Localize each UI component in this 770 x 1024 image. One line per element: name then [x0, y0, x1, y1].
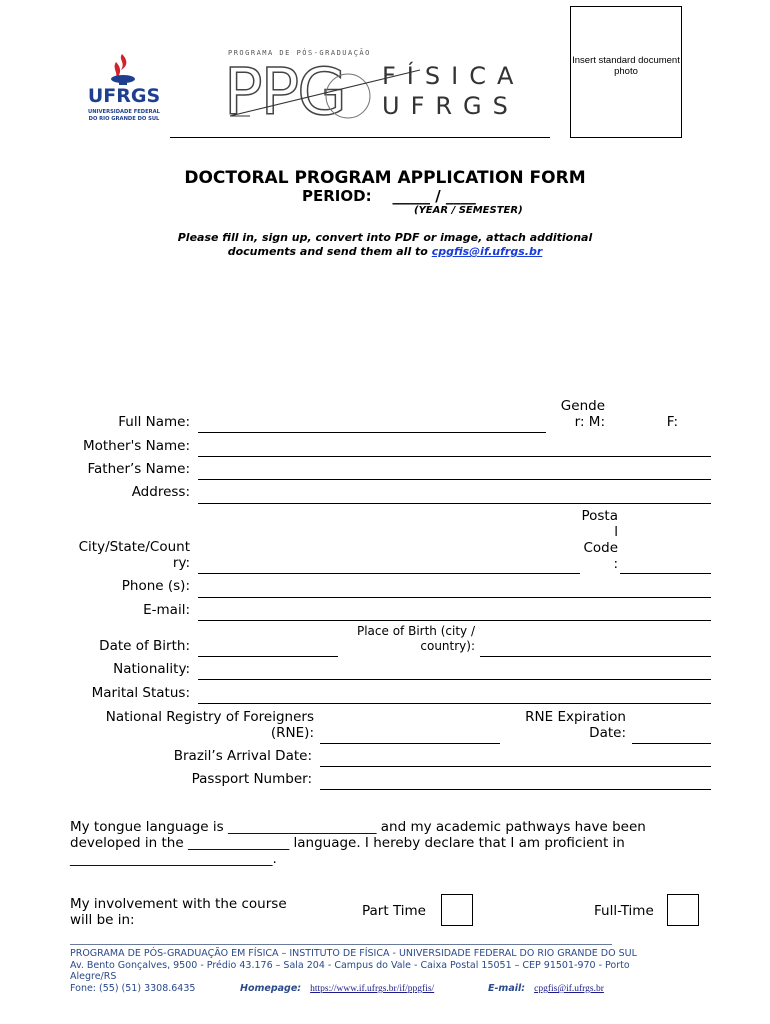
instructions	[0, 231, 770, 259]
dob-field[interactable]	[198, 638, 338, 656]
period-label: PERIOD: _____ / ____	[302, 187, 476, 205]
pob-field[interactable]	[480, 638, 711, 656]
ppg-logo-top: PROGRAMA DE PÓS-GRADUAÇÃO	[228, 49, 371, 57]
dob-label: Date of Birth:	[99, 638, 190, 654]
address-underline	[198, 503, 711, 504]
language-line3: ______________________________.	[70, 851, 277, 867]
footer-divider	[70, 944, 612, 945]
ufrgs-logo-text: UFRGS	[88, 85, 160, 107]
part-time-label: Part Time	[362, 903, 426, 919]
ppg-logo-main: PPG	[224, 56, 345, 122]
arrival-date-label: Brazil’s Arrival Date:	[173, 748, 312, 764]
postal-code-field[interactable]	[620, 553, 711, 571]
ppg-fisica-logo	[220, 46, 520, 122]
gender-f-label: F:	[666, 414, 678, 430]
mothers-name-label: Mother's Name:	[82, 438, 190, 454]
email-field[interactable]	[198, 602, 711, 620]
footer-homepage-link[interactable]: https://www.if.ufrgs.br/if/ppgfis/	[310, 984, 435, 994]
nationality-field[interactable]	[198, 661, 711, 679]
address-label: Address:	[131, 484, 190, 500]
passport-field[interactable]	[320, 771, 711, 789]
city-field[interactable]	[198, 553, 580, 571]
full-time-label: Full-Time	[594, 903, 654, 919]
instructions-email-link[interactable]: cpgfis@if.ufrgs.br	[431, 245, 543, 258]
phone-label: Phone (s):	[121, 578, 190, 594]
marital-field[interactable]	[198, 685, 711, 703]
page-title: DOCTORAL PROGRAM APPLICATION FORM	[184, 168, 586, 188]
rne-expiration-underline	[632, 743, 711, 744]
ppg-logo-ufrgs: UFRGS	[382, 92, 519, 120]
rne-expiration-field[interactable]	[632, 725, 711, 743]
svg-text:UNIVERSIDADE FEDERAL: UNIVERSIDADE FEDERAL	[88, 109, 160, 115]
footer-email: E-mail: cpgfis@if.ufrgs.br	[488, 983, 604, 994]
footer-institution: PROGRAMA DE PÓS-GRADUAÇÃO EM FÍSICA – INSTITUTO DE FÍSICA - UNIVERSIDADE FEDERAL DO RIO GRANDE DO SUL	[70, 948, 637, 959]
pob-label: Place of Birth (city / country):	[356, 624, 475, 653]
language-line1: My tongue language is ______________________ and my academic pathways have been	[70, 819, 646, 835]
mothers-name-field[interactable]	[198, 438, 711, 456]
rne-field[interactable]	[320, 725, 500, 743]
gender-label: Gende r: M:	[560, 398, 605, 430]
ppg-logo-fisica: FÍSICA	[382, 62, 520, 90]
pob-underline	[480, 656, 711, 657]
email-underline	[198, 620, 711, 621]
fathers-name-label: Father’s Name:	[87, 461, 190, 477]
involvement-label: My involvement with the course will be in:	[70, 896, 287, 928]
gender-m-label: M:	[588, 414, 605, 430]
address-field[interactable]	[198, 484, 711, 502]
phone-underline	[198, 597, 711, 598]
footer-email-link[interactable]: cpgfis@if.ufrgs.br	[534, 984, 604, 994]
postal-code-underline	[620, 573, 711, 574]
footer-address: Av. Bento Gonçalves, 9500 - Prédio 43.176 – Sala 204 - Campus do Vale - Caixa Postal 15051 – CEP 91501-970 - Porto	[70, 960, 630, 971]
gender-f-field[interactable]	[680, 414, 710, 432]
footer-city: Alegre/RS	[70, 971, 117, 982]
language-line2: developed in the _______________ language. I hereby declare that I am proficient in	[70, 835, 625, 851]
year-semester-hint: (YEAR / SEMESTER)	[414, 205, 523, 216]
full-name-underline	[198, 432, 546, 433]
svg-text:DO RIO GRANDE DO SUL: DO RIO GRANDE DO SUL	[88, 116, 160, 122]
part-time-checkbox[interactable]	[441, 894, 473, 926]
rne-underline	[320, 743, 500, 744]
footer-phone: Fone: (55) (51) 3308.6435	[70, 983, 196, 994]
rne-label: National Registry of Foreigners (RNE):	[105, 709, 314, 741]
instructions-line2: documents and send them all to	[227, 245, 428, 258]
phone-field[interactable]	[198, 578, 711, 596]
header-divider	[170, 137, 550, 138]
marital-underline	[198, 703, 711, 704]
arrival-date-underline	[320, 766, 711, 767]
full-name-field[interactable]	[198, 414, 546, 432]
instructions-line1: Please fill in, sign up, convert into PDF or image, attach additional	[177, 231, 593, 244]
dob-underline	[198, 656, 338, 657]
city-label: City/State/Count ry:	[78, 539, 190, 571]
passport-underline	[320, 789, 711, 790]
email-label: E-mail:	[143, 602, 190, 618]
photo-box[interactable]	[570, 6, 682, 138]
city-underline	[198, 573, 580, 574]
period-blank: _____ / ____	[392, 187, 476, 205]
mothers-name-underline	[198, 456, 711, 457]
fathers-name-field[interactable]	[198, 461, 711, 479]
full-name-label: Full Name:	[118, 414, 190, 430]
photo-box-text: Insert standard document photo	[572, 55, 680, 77]
postal-code-label: Posta l Code :	[581, 508, 618, 572]
full-time-checkbox[interactable]	[667, 894, 699, 926]
passport-label: Passport Number:	[191, 771, 312, 787]
nationality-label: Nationality:	[113, 661, 190, 677]
fathers-name-underline	[198, 479, 711, 480]
ufrgs-logo	[88, 52, 160, 128]
nationality-underline	[198, 679, 711, 680]
footer-homepage: Homepage: https://www.if.ufrgs.br/if/ppgfis/	[240, 983, 435, 994]
marital-label: Marital Status:	[91, 685, 190, 701]
arrival-date-field[interactable]	[320, 748, 711, 766]
language-declaration	[70, 819, 710, 867]
rne-expiration-label: RNE Expiration Date:	[525, 709, 626, 741]
